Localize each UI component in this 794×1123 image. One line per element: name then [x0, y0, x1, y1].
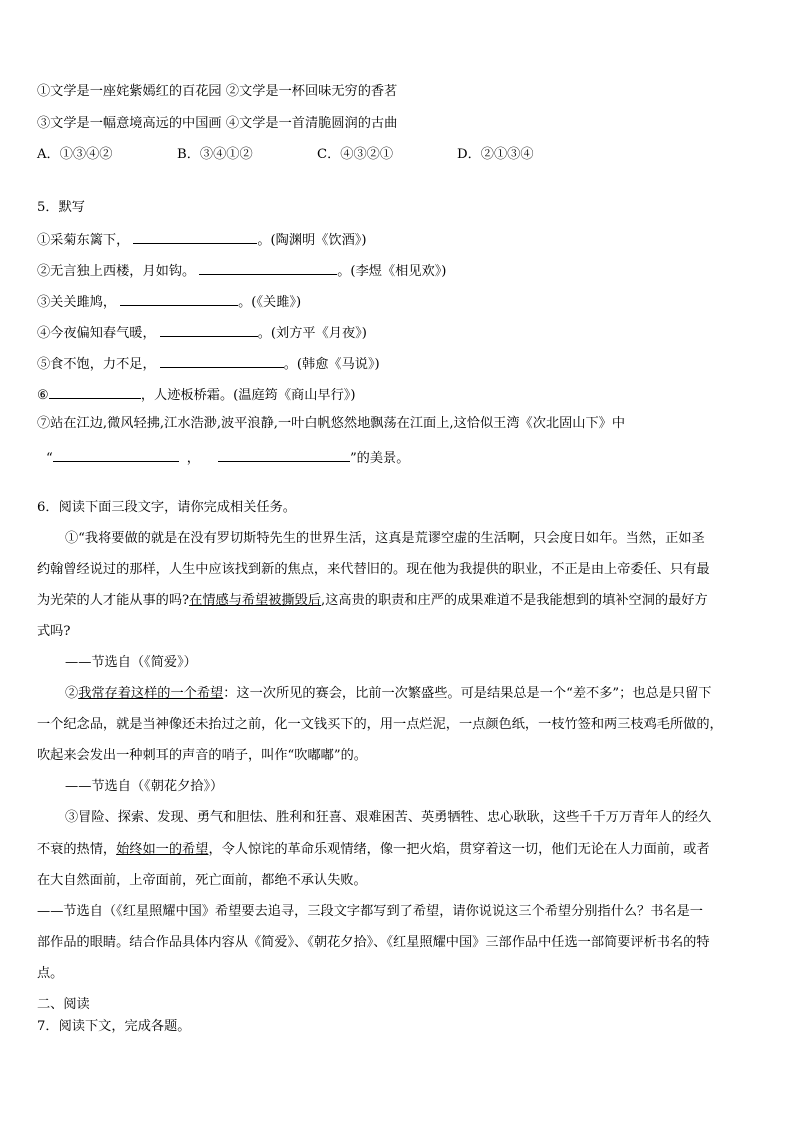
q5-item-4-post: 。(刘方平《月夜》): [257, 326, 367, 341]
q5-item-1-blank[interactable]: [133, 229, 257, 244]
q6-passage-2-number: ②: [65, 686, 79, 701]
q6-passage-1-line-2: 约翰曾经说过的那样，人生中应该找到新的焦点，来代替旧的。现在他为我提供的职业，不正是由上帝委任、只有最: [37, 562, 710, 577]
q5-item-6-post: ，人迹板桥霜。(温庭筠《商山早行》): [140, 388, 356, 403]
q6-task-line-3: 点。: [37, 966, 64, 981]
q4-option-c[interactable]: C．④③②①: [317, 147, 394, 162]
q6-passage-1-line-1: ①“我将要做的就是在没有罗切斯特先生的世界生活，这真是荒谬空虚的生活啊，只会度日如年。当然，正如圣: [65, 531, 705, 546]
q5-item-7-open-quote: “: [46, 451, 53, 466]
q6-title: 6．阅读下面三段文字，请你完成相关任务。: [37, 500, 296, 515]
q5-item-7-blank-1[interactable]: [53, 447, 179, 462]
q4-option-a[interactable]: A．①③④②: [37, 147, 113, 162]
q6-passage-3-text-a: 不衰的热情，: [37, 842, 117, 857]
q6-passage-3-underlined-hope: 始终如一的希望: [116, 842, 209, 857]
q5-item-6-pre: ⑥: [37, 388, 49, 403]
q7-title: 7．阅读下文，完成各题。: [37, 1019, 191, 1034]
q5-item-1-pre: ①采菊东篱下，: [37, 233, 130, 248]
q6-passage-3-text-b: ，令人惊诧的革命乐观情绪，像一把火焰，贯穿着这一切，他们无论在人力面前，或者: [208, 842, 710, 857]
q5-item-3-pre: ③关关雎鸠，: [37, 295, 117, 310]
q6-passage-2-line-2: 一个纪念品，就是当神像还未抬过之前，化一文钱买下的，用一点烂泥，一点颜色纸，一枝竹签和两三枝鸡毛所做的，: [37, 717, 723, 732]
q5-item-2: [37, 260, 757, 281]
q5-item-7-blank-2[interactable]: [218, 447, 350, 462]
q5-item-5-blank[interactable]: [160, 353, 284, 368]
section-2-title: 二、阅读: [37, 997, 90, 1012]
q5-item-3-blank[interactable]: [120, 291, 238, 306]
q5-item-5-post: 。(韩愈《马说》): [283, 357, 380, 372]
q6-passage-2-line-3: 吹起来会发出一种刺耳的声音的哨子，叫作“吹嘟嘟”的。: [37, 748, 367, 763]
q6-passage-1-underlined-hope: 在情感与希望被撕毁后: [189, 593, 322, 608]
q5-item-7-blanks: [46, 447, 757, 468]
q6-source-1: ——节选自（《简爱》）: [65, 655, 197, 670]
q6-passage-3-line-2: [37, 841, 757, 859]
q5-item-2-blank[interactable]: [199, 260, 337, 275]
q5-item-7-comma: ，: [186, 451, 200, 466]
q6-task-line-1: ——节选自（《红星照耀中国》希望要去追寻，三段文字都写到了希望，请你说说这三个希望分别指什么？书名是一: [37, 904, 703, 919]
q5-item-4-blank[interactable]: [160, 322, 258, 337]
q6-source-2: ——节选自（《朝花夕拾》）: [65, 779, 224, 794]
q5-item-2-post: 。(李煜《相见欢》): [337, 264, 447, 279]
q4-options: [37, 146, 757, 164]
q6-passage-3-line-1: ③冒险、探索、发现、勇气和胆怯、胜利和狂喜、艰难困苦、英勇牺牲、忠心耿耿，这些千千万万青年人的经久: [65, 810, 712, 825]
q6-passage-1-line-4: 式吗?: [37, 624, 71, 639]
q5-item-3: [37, 291, 757, 312]
q5-item-1-post: 。(陶渊明《饮酒》): [257, 233, 367, 248]
q6-passage-1-text-b: ,这高贵的职责和庄严的成果难道不是我能想到的填补空洞的最好方: [321, 593, 708, 608]
q4-statement-1-2: ①文学是一座姹紫嫣红的百花园 ②文学是一杯回味无穷的香茗: [37, 84, 398, 99]
q6-passage-2-text: ：这一次所见的赛会，比前一次繁盛些。可是结果总是一个“差不多”；也总是只留下: [223, 686, 712, 701]
q6-passage-2-line-1: [65, 685, 757, 703]
q5-item-4: [37, 322, 757, 343]
q5-item-7-close: ”的美景。: [349, 451, 410, 466]
q6-passage-2-underlined-hope: 我常存着这样的一个希望: [78, 686, 224, 701]
q6-passage-1-line-3: [37, 592, 757, 610]
q5-item-6: [37, 384, 757, 405]
q4-option-d[interactable]: D．②①③④: [457, 147, 534, 162]
q5-item-2-pre: ②无言独上西楼，月如钩。: [37, 264, 196, 279]
q5-item-6-blank[interactable]: [49, 384, 141, 399]
q5-title: 5．默写: [37, 200, 85, 215]
q6-passage-1-text-a: 为光荣的人才能从事的吗?: [37, 593, 190, 608]
q5-item-1: [37, 229, 757, 250]
q4-statement-3-4: ③文学是一幅意境高远的中国画 ④文学是一首清脆圆润的古曲: [37, 116, 398, 131]
q5-item-3-post: 。(《关雎》): [238, 295, 302, 310]
q5-item-7-prompt: ⑦站在江边,微风轻拂,江水浩渺,波平浪静,一叶白帆悠然地飘荡在江面上,这恰似王湾《次北固山下》中: [37, 416, 626, 431]
q5-item-5: [37, 353, 757, 374]
q6-passage-3-line-3: 在大自然面前，上帝面前，死亡面前，都绝不承认失败。: [37, 873, 367, 888]
q5-item-5-pre: ⑤食不饱，力不足，: [37, 357, 156, 372]
q6-task-line-2: 部作品的眼睛。结合作品具体内容从《简爱》、《朝花夕拾》、《红星照耀中国》三部作品中任选一部简要评析书名的特: [37, 935, 710, 950]
q5-item-4-pre: ④今夜偏知春气暖，: [37, 326, 156, 341]
q4-option-b[interactable]: B．③④①②: [177, 147, 253, 162]
